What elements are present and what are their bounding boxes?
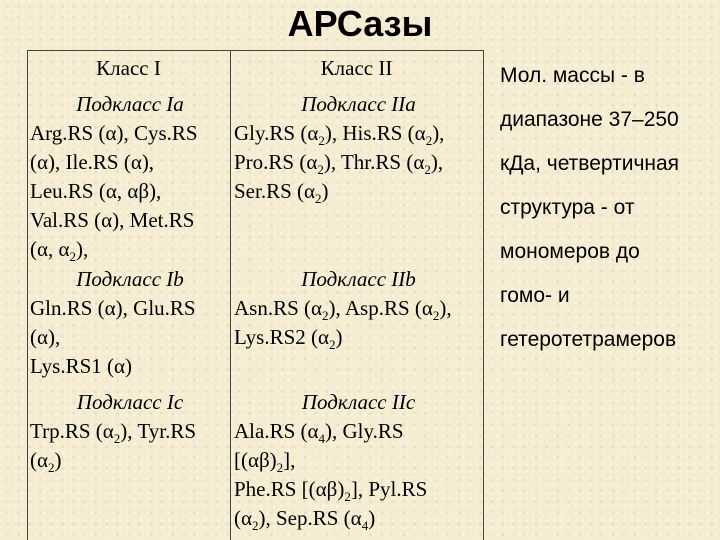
enzyme-line: Gln.RS (α), Glu.RS	[30, 296, 196, 320]
enzyme-line: (α),	[30, 325, 61, 349]
table-column-divider	[230, 50, 231, 540]
class2-header-cell	[230, 54, 483, 83]
table-top-border	[27, 50, 483, 51]
subclass-heading: Подкласс IIc	[301, 390, 416, 414]
enzyme-line: Pro.RS $(\alpha_2)$, Thr.RS $(\alpha_2)$,	[234, 150, 444, 177]
enzyme-line: Phe.RS $[(\alpha\beta)_2]$, Pyl.RS	[234, 477, 428, 504]
subclass-heading: Подкласс Ib	[76, 267, 184, 291]
enzyme-line: Ser.RS $(\alpha_2)$	[234, 179, 329, 206]
class1-header: Класс I	[96, 56, 161, 80]
side-note-line: кДа, четвертичная	[500, 152, 680, 175]
enzyme-line: Lys.RS1 (α)	[30, 354, 133, 378]
subclass-iib-cell	[234, 265, 483, 352]
slide-title: АРСазы	[287, 3, 433, 44]
side-note-line: мономеров до	[500, 240, 640, 263]
side-note-line: диапазоне 37–250	[500, 108, 679, 131]
enzyme-line: Gly.RS $(\alpha_2)$, His.RS $(\alpha_2)$,	[234, 121, 445, 148]
enzyme-line: Leu.RS (α, αβ),	[30, 179, 162, 203]
enzyme-line: Val.RS (α), Met.RS	[30, 208, 195, 232]
enzyme-line: Ala.RS $(\alpha_4)$, Gly.RS	[234, 419, 404, 446]
subclass-ib-cell	[30, 265, 230, 381]
enzyme-line: Lys.RS2 $(\alpha_2)$	[234, 325, 343, 352]
side-note-line: гомо- и	[500, 284, 570, 307]
enzyme-line: Arg.RS (α), Cys.RS	[30, 121, 198, 145]
class1-header-cell	[27, 54, 230, 83]
subclass-ic-cell	[30, 388, 230, 475]
side-note-line: гетеротетрамеров	[500, 328, 677, 351]
table-right-border	[483, 50, 484, 540]
subclass-heading: Подкласс IIb	[301, 267, 416, 291]
enzyme-line: $(\alpha_2)$	[30, 448, 62, 475]
enzyme-line: (α, $\alpha_2$),	[30, 237, 89, 264]
enzyme-line: (α), Ile.RS (α),	[30, 150, 155, 174]
molecular-mass-note	[500, 54, 720, 362]
side-note-line: Мол. массы - в	[500, 64, 645, 87]
subclass-iic-cell	[234, 388, 483, 533]
subclass-ia-cell	[30, 90, 230, 264]
subclass-iia-cell	[234, 90, 483, 206]
subclass-heading: Подкласс Ia	[76, 92, 184, 116]
subclass-heading: Подкласс IIa	[301, 92, 416, 116]
side-note-line: структура - от	[500, 196, 635, 219]
class2-header: Класс II	[320, 56, 393, 80]
enzyme-line: $[(\alpha\beta)_2]$,	[234, 448, 296, 475]
table-left-border	[27, 50, 28, 540]
enzyme-line: Trp.RS $(\alpha_2)$, Tyr.RS	[30, 419, 197, 446]
enzyme-line: $(\alpha_2)$, Sep.RS $(\alpha_4)$	[234, 506, 376, 533]
subclass-heading: Подкласс Ic	[76, 390, 184, 414]
enzyme-line: Asn.RS $(\alpha_2)$, Asp.RS $(\alpha_2)$,	[234, 296, 452, 323]
